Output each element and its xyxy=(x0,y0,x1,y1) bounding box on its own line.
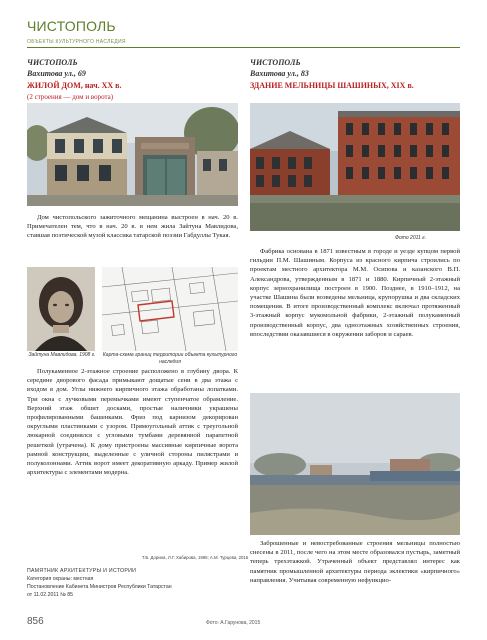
portrait-caption: Зайтуна Мавлидова. 1908 г. xyxy=(28,352,96,358)
right-entry-address: Вахитова ул., 83 xyxy=(250,69,309,78)
photo-credit: Фото: А.Гарунова, 2015 xyxy=(206,620,261,626)
left-entry-address: Вахитова ул., 69 xyxy=(27,69,86,78)
registry-decree: Постановление Кабинета Министров Республики Татарстан xyxy=(27,584,172,590)
right-entry-title: ЗДАНИЕ МЕЛЬНИЦЫ ШАШИНЫХ, XIX в. xyxy=(250,81,414,90)
left-entry-title: ЖИЛОЙ ДОМ, нач. XX в. xyxy=(27,81,122,90)
section-title: ЧИСТОПОЛЬ xyxy=(27,18,116,34)
section-subtitle: ОБЪЕКТЫ КУЛЬТУРНОГО НАСЛЕДИЯ xyxy=(27,39,126,45)
left-entry-subtitle: (2 строения — дом и ворота) xyxy=(27,93,114,101)
registry-category: Категория охраны: местная xyxy=(27,576,94,582)
left-body-text: Полукаменное 2-этажное строение расположено в глубину двора. К середине дворового фасада примыкают дощатые сени в два этажа с входом в дом. Углы нижнего кирпичного этажа обработаны лопатками. Три окна с лучковыми перемычками имеют ступенчатое обрамление. Верхний этаж обшит досками, простые наличники украшены профилированными башенками. Фриз под карнизом декорирован округлыми пластинками с узором. Прямоугольный аттик с треугольной люкарной соединялся с угловыми тумбами деревянной парапетной решеткой (утрачена). К дому пристроены массивные кирпичные ворота рамной конструкции, выделенные с уличной стороны пилястрами и полуколоннами. Аттик ворот имеет декоративную аркаду. Пример жилой архитектуры с элементами модерна. xyxy=(27,368,238,477)
header-rule xyxy=(27,47,460,48)
mill-photo xyxy=(250,103,460,231)
mill-photo-caption: Фото 2011 г. xyxy=(395,235,427,241)
page-number: 856 xyxy=(27,616,44,627)
house-photo xyxy=(27,103,238,206)
registry-heading: ПАМЯТНИК АРХИТЕКТУРЫ И ИСТОРИИ xyxy=(27,568,137,574)
portrait-photo xyxy=(27,267,95,351)
right-body-text: Фабрика основана в 1871 известным в городе и уезде купцом первой гильдии П.М. Шашиным. Корпуса из красного кирпича строились по проектам местного архитектора М.М. Осипова и казанского В.П. Александрова, утвержденным в 1871 и 1880. Кирпичный 2-этажный корпус зернохранилища построен в 1900. Позднее, в 1910–1912, на участке Шашина были возведены мельница, крупорушка и два складских помещения. В итоге производственный комплекс включал протяженный 3-этажный корпус мукомольной фабрики, 2-этажный полукаменный производственный корпус, два одноэтажных хозяйственных строения, впоследствии оказавшиеся в окружении заборов и сараев. xyxy=(250,248,460,338)
right-body-text-continued: Заброшенные и невостребованные строения мельницы полностью снесены в 2011, после чего на этом месте образовался пустырь, заметный теперь трехэтажкой. Утраченный объект представлял интерес как памятник промышленной архитектуры периода эклектики «кирпичного» направления. Учитывая современную нефункцио- xyxy=(250,540,460,584)
left-source: Т.Б. Дорина, Л.Г. Хабирова, 1995; А.М. Турцева, 2016 xyxy=(142,555,249,560)
right-entry-city: ЧИСТОПОЛЬ xyxy=(250,58,301,67)
left-entry-city: ЧИСТОПОЛЬ xyxy=(27,58,78,67)
territory-map xyxy=(102,267,238,351)
map-caption: Карта-схема границ территории объекта культурного наследия xyxy=(102,352,238,365)
registry-date: от 11.02.2011 № 85 xyxy=(27,592,73,598)
left-intro-text: Дом чистопольского зажиточного мещанина выстроен в нач. 20 в. Примечателен тем, что в нач. 20 в. в нем жила Зайтуна Мавлидова, ставшая поэтической музой классика татарской поэзии Габдуллы Тукая. xyxy=(27,214,238,240)
empty-lot-photo xyxy=(250,393,460,535)
